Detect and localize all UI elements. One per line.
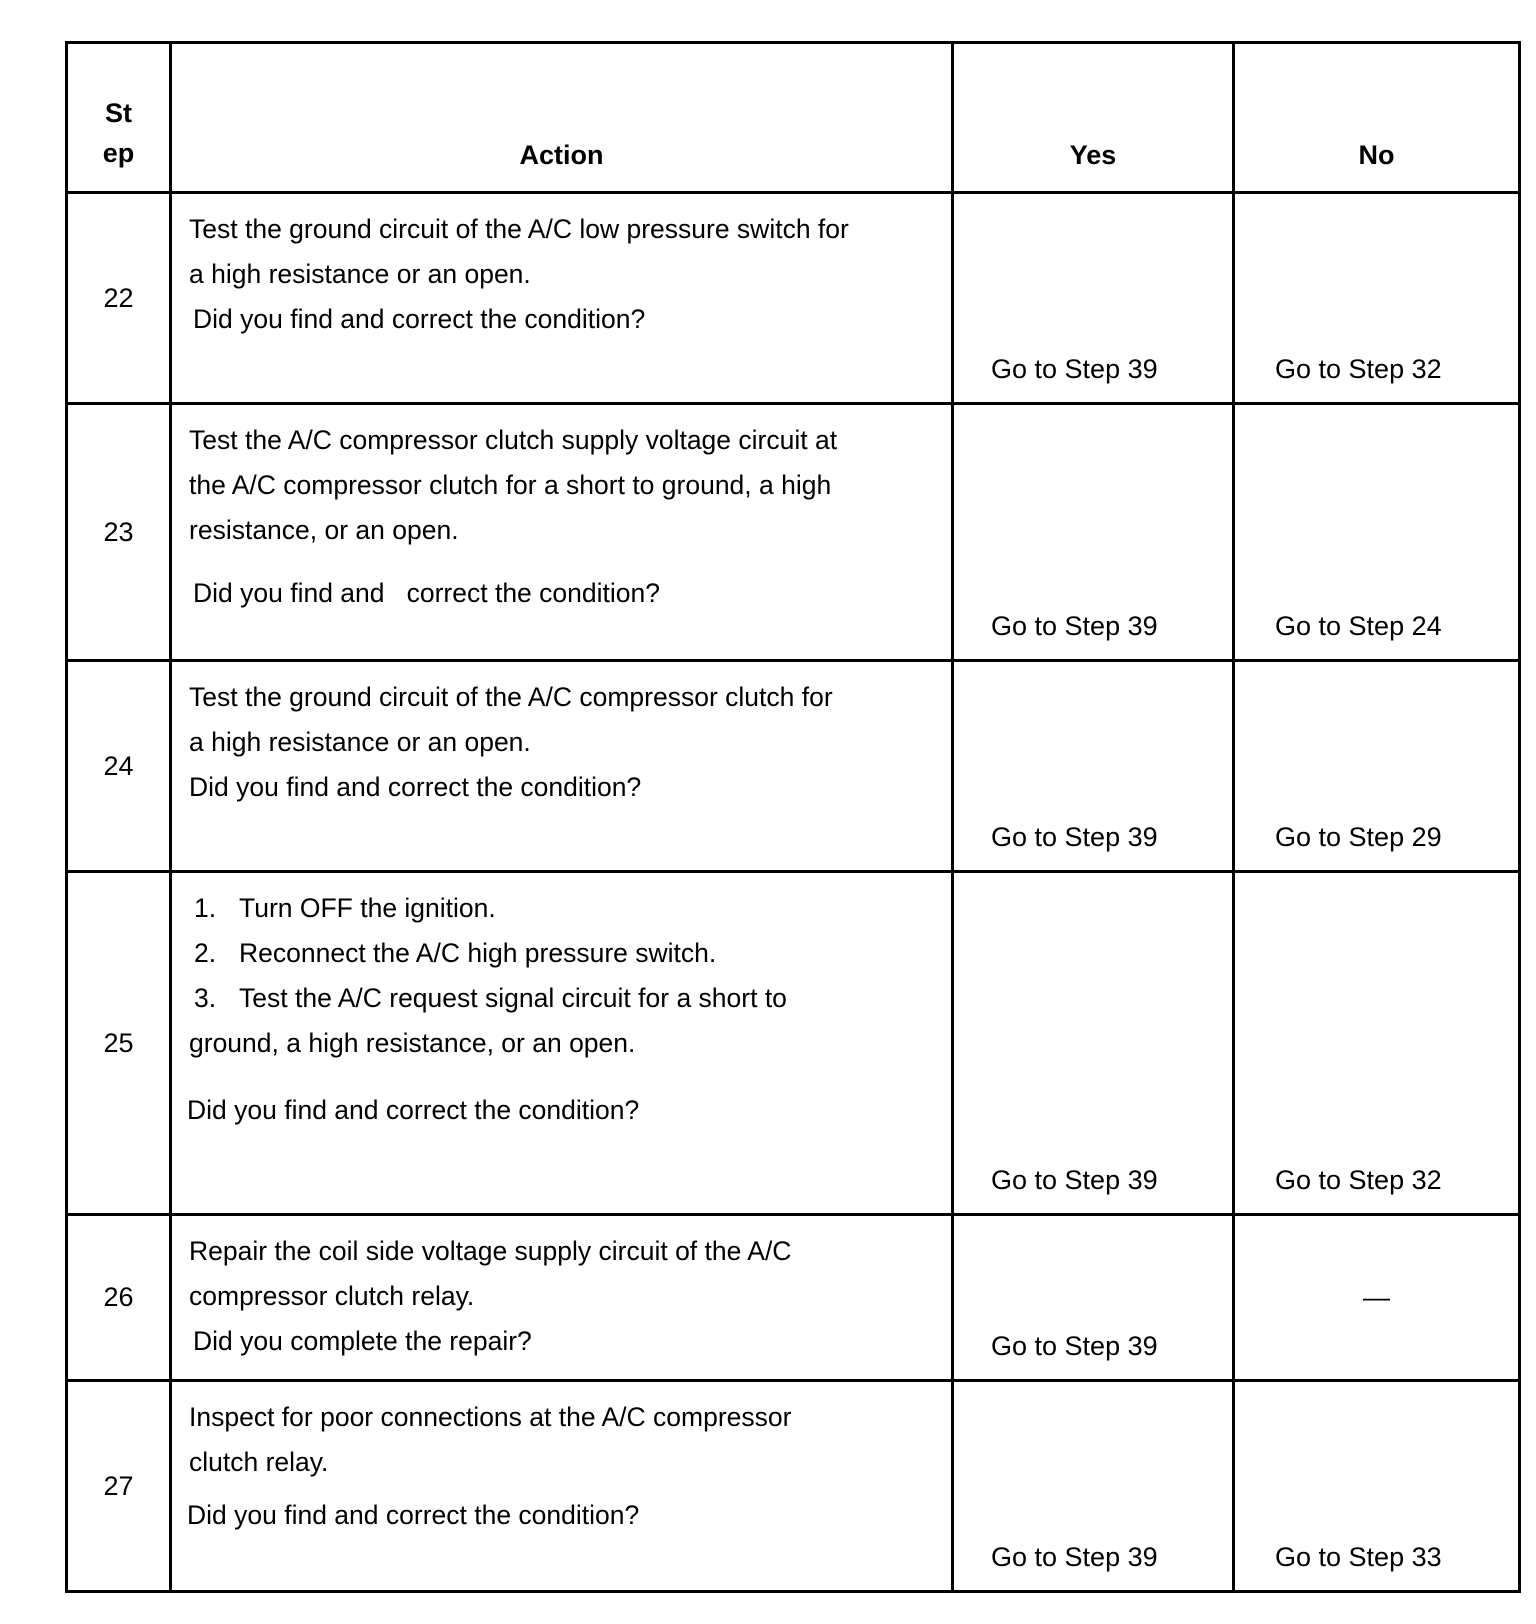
list-item — [189, 886, 931, 931]
step-number: 22 — [67, 193, 171, 404]
step-number: 25 — [67, 872, 171, 1215]
action-line: Test the A/C compressor clutch supply voltage circuit at — [189, 425, 838, 455]
action-line: compressor clutch relay. — [189, 1281, 475, 1311]
action-question: Did you find and correct the condition? — [189, 772, 642, 802]
action-cell — [171, 1215, 953, 1381]
yes-cell — [953, 1381, 1234, 1592]
step-number: 26 — [67, 1215, 171, 1381]
header-row — [67, 43, 1520, 193]
action-line: a high resistance or an open. — [189, 727, 531, 757]
header-step-line2: ep — [102, 138, 135, 168]
no-link[interactable]: Go to Step 32 — [1275, 1165, 1442, 1195]
diagnostic-table — [65, 41, 1521, 1593]
yes-link[interactable]: Go to Step 39 — [991, 822, 1158, 852]
yes-cell — [953, 872, 1234, 1215]
list-number: 3. — [194, 983, 217, 1013]
table-row — [67, 193, 1520, 404]
action-line: resistance, or an open. — [189, 515, 459, 545]
action-question: Did you find and correct the condition? — [187, 1095, 640, 1125]
action-question: Did you complete the repair? — [193, 1326, 532, 1356]
yes-cell — [953, 661, 1234, 872]
action-question: Did you find and correct the condition? — [193, 304, 646, 334]
no-link[interactable]: Go to Step 29 — [1275, 822, 1442, 852]
step-number: 24 — [67, 661, 171, 872]
yes-link[interactable]: Go to Step 39 — [991, 354, 1158, 384]
no-link[interactable]: Go to Step 33 — [1275, 1542, 1442, 1572]
step-number: 23 — [67, 404, 171, 661]
header-yes: Yes — [953, 43, 1234, 193]
action-line: Repair the coil side voltage supply circuit of the A/C — [189, 1236, 792, 1266]
table-row — [67, 661, 1520, 872]
list-number: 2. — [194, 938, 217, 968]
no-cell — [1234, 661, 1520, 872]
yes-cell — [953, 193, 1234, 404]
header-step-line1: St — [105, 98, 132, 128]
action-line: Test the ground circuit of the A/C low pressure switch for — [189, 214, 849, 244]
no-dash: — — [1363, 1282, 1390, 1312]
table-row — [67, 404, 1520, 661]
no-cell — [1234, 1215, 1520, 1381]
list-text: Turn OFF the ignition. — [239, 893, 496, 923]
no-cell — [1234, 872, 1520, 1215]
action-cell — [171, 193, 953, 404]
no-link[interactable]: Go to Step 24 — [1275, 611, 1442, 641]
action-cell — [171, 404, 953, 661]
action-cell — [171, 872, 953, 1215]
action-cell — [171, 661, 953, 872]
list-text: Test the A/C request signal circuit for a short to — [239, 983, 787, 1013]
list-number: 1. — [194, 893, 217, 923]
table-row — [67, 1381, 1520, 1592]
action-line: Inspect for poor connections at the A/C compressor — [189, 1402, 792, 1432]
step-number: 27 — [67, 1381, 171, 1592]
header-no: No — [1234, 43, 1520, 193]
no-link[interactable]: Go to Step 32 — [1275, 354, 1442, 384]
action-line: clutch relay. — [189, 1447, 329, 1477]
table-row — [67, 1215, 1520, 1381]
header-step — [67, 43, 171, 193]
no-cell — [1234, 193, 1520, 404]
action-question: Did you find and correct the condition? — [187, 1500, 640, 1530]
yes-cell — [953, 1215, 1234, 1381]
action-question: Did you find and correct the condition? — [193, 578, 660, 608]
yes-link[interactable]: Go to Step 39 — [991, 1331, 1158, 1361]
no-cell — [1234, 404, 1520, 661]
yes-link[interactable]: Go to Step 39 — [991, 1165, 1158, 1195]
action-cell — [171, 1381, 953, 1592]
list-text: Reconnect the A/C high pressure switch. — [239, 938, 717, 968]
yes-link[interactable]: Go to Step 39 — [991, 611, 1158, 641]
yes-cell — [953, 404, 1234, 661]
action-line: the A/C compressor clutch for a short to ground, a high — [189, 470, 832, 500]
action-line: a high resistance or an open. — [189, 259, 531, 289]
yes-link[interactable]: Go to Step 39 — [991, 1542, 1158, 1572]
action-line: Test the ground circuit of the A/C compressor clutch for — [189, 682, 833, 712]
list-item — [189, 931, 931, 976]
list-item — [189, 976, 931, 1021]
header-action: Action — [171, 43, 953, 193]
table-row — [67, 872, 1520, 1215]
numbered-list — [189, 886, 931, 1021]
list-continuation: ground, a high resistance, or an open. — [189, 1028, 636, 1058]
no-cell — [1234, 1381, 1520, 1592]
